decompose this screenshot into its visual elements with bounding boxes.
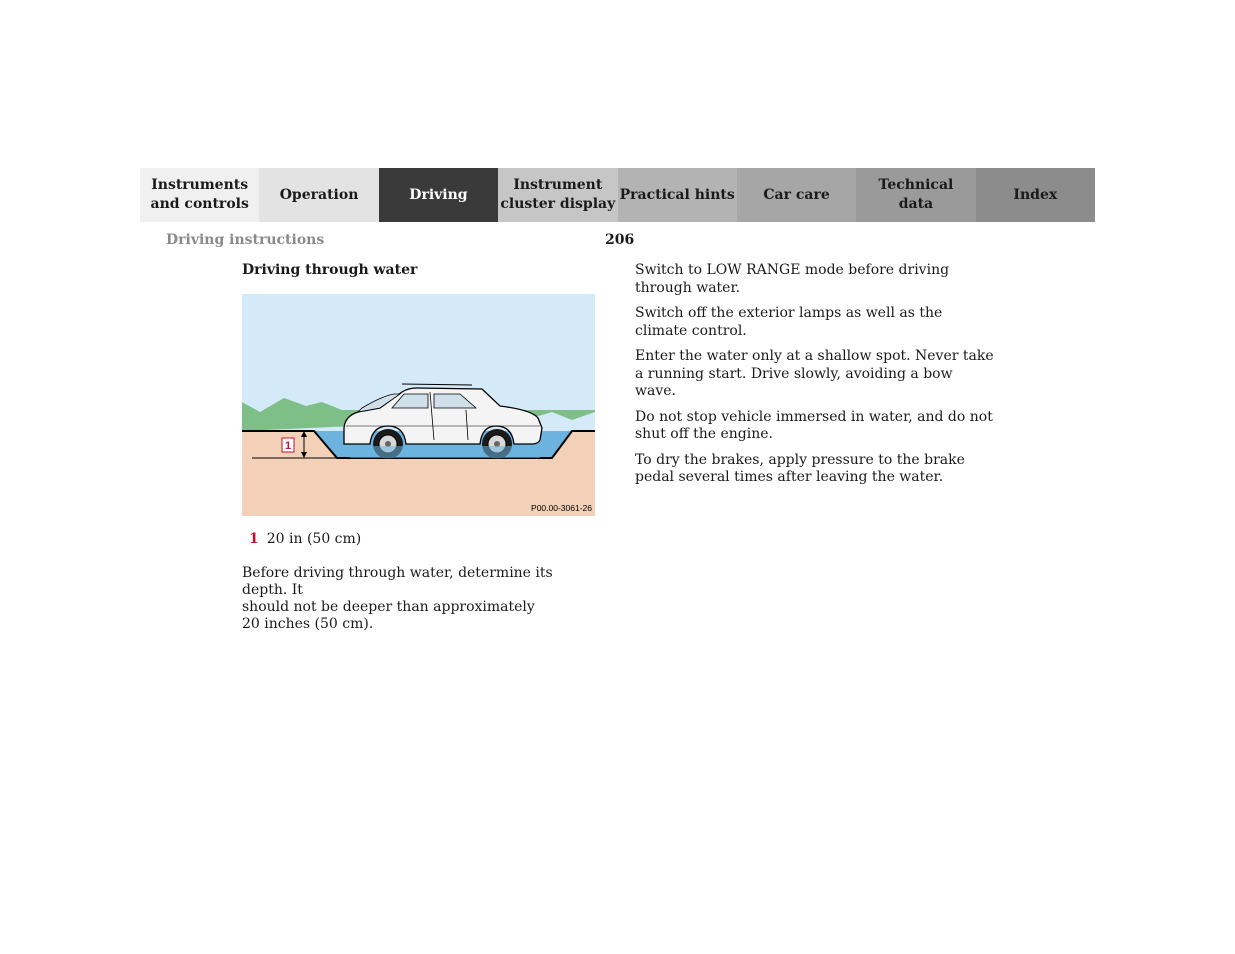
- tab-operation[interactable]: Operation: [259, 168, 378, 222]
- tab-practical-hints[interactable]: Practical hints: [618, 168, 737, 222]
- tab-driving[interactable]: Driving: [379, 168, 498, 222]
- page-heading: Driving through water: [242, 262, 418, 278]
- page-number: 206: [605, 232, 635, 248]
- instruction-item: Switch to LOW RANGE mode before driving through water.: [635, 262, 950, 296]
- tab-technical-data[interactable]: Technical data: [856, 168, 975, 222]
- figure-code: P00.00-3061-26: [531, 503, 592, 513]
- depth-paragraph: Before driving through water, determine its depth. It should not be deeper than approximately 20 inches (50 cm).: [242, 565, 553, 632]
- legend-text: 20 in (50 cm): [266, 531, 362, 547]
- instruction-item: To dry the brakes, apply pressure to the brake pedal several times after leaving the water.: [635, 451, 965, 485]
- instruction-item: Enter the water only at a shallow spot. Never take a running start. Drive slowly, avoiding a bow wave.: [635, 348, 994, 399]
- legend-number: 1: [249, 531, 259, 547]
- water-crossing-illustration: [242, 294, 595, 516]
- instruction-item: Do not stop vehicle immersed in water, and do not shut off the engine.: [635, 408, 993, 442]
- callout-number: 1: [284, 440, 292, 452]
- tab-instruments-and-controls[interactable]: Instruments and controls: [140, 168, 259, 222]
- tab-instrument-cluster-display[interactable]: Instrument cluster display: [498, 168, 617, 222]
- section-title: Driving instructions: [166, 232, 325, 248]
- tab-index[interactable]: Index: [976, 168, 1095, 222]
- water-front-overlay: [350, 446, 542, 458]
- chapter-nav: [140, 168, 1095, 222]
- instruction-list: [635, 262, 995, 495]
- figure-legend: [249, 531, 361, 547]
- tab-car-care[interactable]: Car care: [737, 168, 856, 222]
- instruction-item: Switch off the exterior lamps as well as the climate control.: [635, 305, 943, 339]
